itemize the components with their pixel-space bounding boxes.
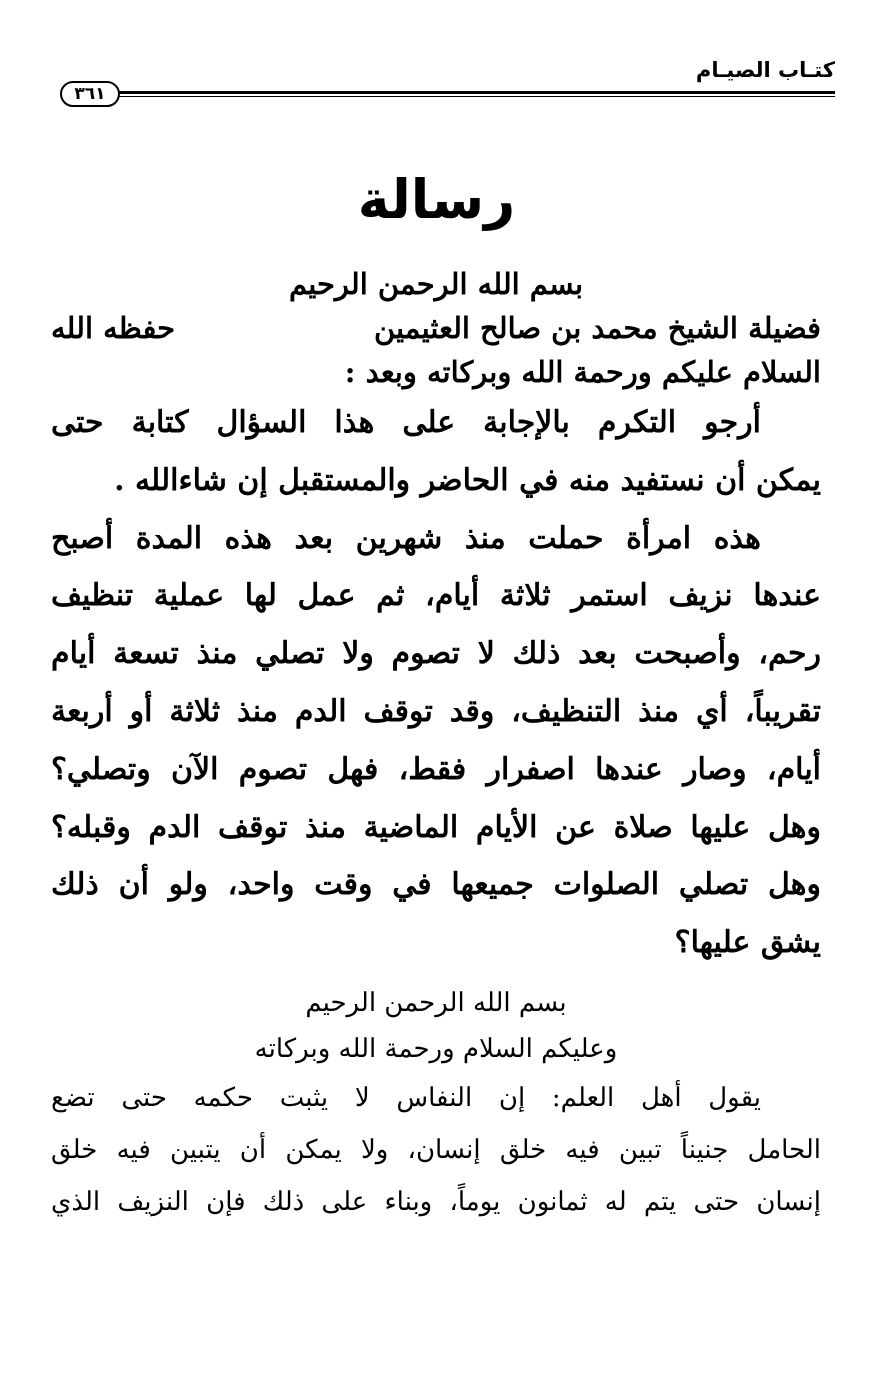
letter-line: تقريباً، أي منذ التنظيف، وقد توقف الدم منذ ثلاثة أو أربعة [51, 693, 821, 729]
book-title: كتـاب الصيـام [695, 58, 835, 82]
answer-section [51, 980, 821, 1228]
answer-basmala: بسم الله الرحمن الرحيم [305, 988, 567, 1018]
document-title: رسالة [357, 168, 516, 231]
letter-line: عندها نزيف استمر ثلاثة أيام، ثم عمل لها عملية تنظيف [51, 578, 821, 614]
letter-line: يشق عليها؟ [674, 925, 821, 961]
letter-addressee: فضيلة الشيخ محمد بن صالح العثيمين [373, 311, 821, 345]
answer-greeting: وعليكم السلام ورحمة الله وبركاته [254, 1034, 618, 1064]
letter-line: وهل عليها صلاة عن الأيام الماضية منذ توقف الدم وقبله؟ [51, 809, 821, 845]
letter-line: أرجو التكرم بالإجابة على هذا السؤال كتابة حتى [51, 405, 761, 440]
answer-body [51, 1072, 821, 1228]
letter-body [51, 394, 821, 972]
letter-basmala: بسم الله الرحمن الرحيم [288, 267, 584, 301]
header-rule-thin [118, 96, 835, 97]
answer-line: يقول أهل العلم: إن النفاس لا يثبت حكمه حتى تضع [51, 1083, 761, 1113]
letter-line: هذه امرأة حملت منذ شهرين بعد هذه المدة أصبح [51, 520, 761, 556]
letter-line: أيام، وصار عندها اصفرار فقط، فهل تصوم الآن وتصلي؟ [51, 751, 821, 787]
letter-addressee-blessing: حفظه الله [51, 311, 176, 345]
question-letter [51, 262, 821, 972]
letter-line: وهل تصلي الصلوات جميعها في وقت واحد، ولو أن ذلك [51, 867, 821, 903]
letter-greeting: السلام عليكم ورحمة الله وبركاته وبعد : [344, 355, 821, 389]
answer-line: الحامل جنيناً تبين فيه خلق إنسان، ولا يمكن أن يتبين فيه خلق [51, 1135, 821, 1165]
header-rule [118, 91, 835, 94]
page-number: ٣٦١ [60, 81, 120, 107]
letter-line: رحم، وأصبحت بعد ذلك لا تصوم ولا تصلي منذ تسعة أيام [51, 636, 821, 672]
answer-line: إنسان حتى يتم له ثمانون يوماً، وبناء على ذلك فإن النزيف الذي [51, 1187, 821, 1217]
letter-addressee-line [51, 306, 821, 350]
letter-line: يمكن أن نستفيد منه في الحاضر والمستقبل إن شاءالله . [114, 462, 821, 498]
page-header [60, 55, 835, 110]
